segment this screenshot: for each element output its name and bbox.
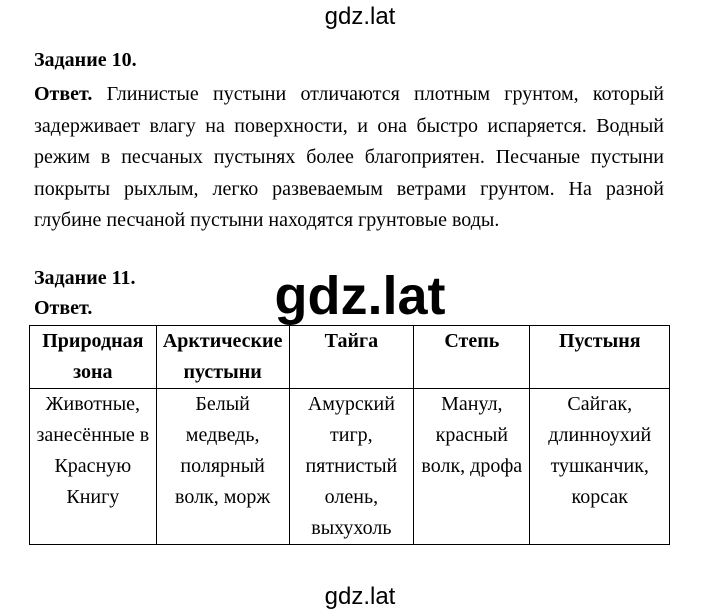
cell-red-book-animals: Животные, занесённые в Красную Книгу xyxy=(30,389,157,545)
task-10-answer-text: Глинистые пустыни отличаются плотным грунтом, который задерживает влагу на поверхности, и она быстро испаряется. Водный режим в песчаных пустынях более благоприятен. Песчаные пустыни покрыты рыхлым, легко развеваемым ветрами грунтом. На разной глубине песчаной пустыни находятся грунтовые воды. xyxy=(34,83,664,231)
watermark-bottom: gdz.lat xyxy=(324,583,396,610)
header-taiga: Тайга xyxy=(289,326,414,389)
header-natural-zone: Природная зона xyxy=(30,326,157,389)
cell-desert-animals: Сайгак, длинноухий тушканчик, корсак xyxy=(530,389,670,545)
task-10-answer xyxy=(34,79,664,237)
table-row xyxy=(30,389,670,545)
header-desert: Пустыня xyxy=(530,326,670,389)
watermark-top: gdz.lat xyxy=(324,3,396,30)
task-10-title: Задание 10. xyxy=(34,49,137,71)
table-header-row xyxy=(30,326,670,389)
cell-taiga-animals: Амурский тигр, пятнистый олень, выхухоль xyxy=(289,389,414,545)
watermark-middle: gdz.lat xyxy=(274,266,446,326)
header-arctic-deserts: Арктические пустыни xyxy=(156,326,289,389)
task-11-answer-label: Ответ. xyxy=(34,297,93,319)
natural-zones-table xyxy=(29,325,670,545)
header-steppe: Степь xyxy=(414,326,530,389)
task-10-answer-label: Ответ. xyxy=(34,83,93,105)
cell-steppe-animals: Манул, красный волк, дрофа xyxy=(414,389,530,545)
task-11-title: Задание 11. xyxy=(34,267,136,289)
cell-arctic-animals: Белый медведь, полярный волк, морж xyxy=(156,389,289,545)
